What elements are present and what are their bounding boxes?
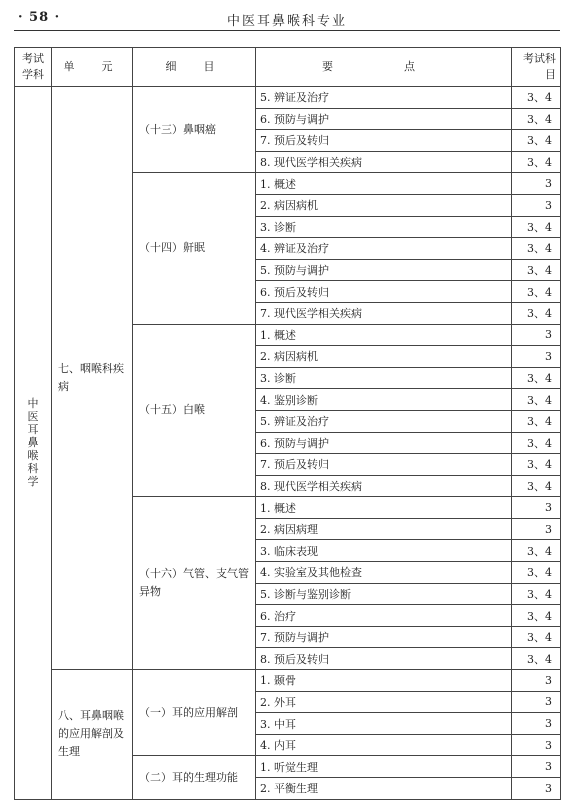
point-cell: 4. 辨证及治疗 — [256, 238, 512, 260]
point-cell: 1. 听觉生理 — [256, 756, 512, 778]
point-cell: 4. 实验室及其他检查 — [256, 562, 512, 584]
point-cell: 7. 预防与调护 — [256, 626, 512, 648]
item-cell: （十三）鼻咽癌 — [133, 87, 256, 173]
exam-level-cell: 3、4 — [512, 454, 561, 476]
item-cell: （十四）鼾眠 — [133, 173, 256, 324]
point-cell: 6. 治疗 — [256, 605, 512, 627]
exam-level-cell: 3、4 — [512, 605, 561, 627]
exam-level-cell: 3、4 — [512, 475, 561, 497]
exam-level-cell: 3 — [512, 518, 561, 540]
point-cell: 3. 临床表现 — [256, 540, 512, 562]
exam-level-cell: 3 — [512, 346, 561, 368]
point-cell: 6. 预后及转归 — [256, 281, 512, 303]
point-cell: 8. 现代医学相关疾病 — [256, 151, 512, 173]
subject-cell — [15, 87, 52, 800]
subject-label: 中医耳鼻喉科学 — [27, 397, 39, 489]
point-cell: 4. 内耳 — [256, 734, 512, 756]
unit-cell: 七、咽喉科疾病 — [52, 87, 133, 670]
point-cell: 1. 概述 — [256, 324, 512, 346]
point-cell: 2. 病因病理 — [256, 518, 512, 540]
exam-level-cell: 3 — [512, 324, 561, 346]
column-header-unit: 单 元 — [52, 48, 133, 87]
point-cell: 1. 概述 — [256, 497, 512, 519]
exam-level-cell: 3 — [512, 670, 561, 692]
exam-level-cell: 3 — [512, 173, 561, 195]
point-cell: 6. 预防与调护 — [256, 432, 512, 454]
point-cell: 8. 现代医学相关疾病 — [256, 475, 512, 497]
exam-level-cell: 3、4 — [512, 151, 561, 173]
exam-level-cell: 3 — [512, 691, 561, 713]
exam-level-cell: 3、4 — [512, 562, 561, 584]
point-cell: 3. 诊断 — [256, 367, 512, 389]
table-body — [15, 87, 561, 800]
item-cell: （一）耳的应用解剖 — [133, 670, 256, 756]
table-row — [15, 87, 561, 109]
point-cell: 2. 病因病机 — [256, 346, 512, 368]
point-cell: 7. 现代医学相关疾病 — [256, 302, 512, 324]
column-header-point: 要 点 — [256, 48, 512, 87]
point-cell: 7. 预后及转归 — [256, 454, 512, 476]
point-cell: 5. 辨证及治疗 — [256, 410, 512, 432]
exam-level-cell: 3 — [512, 713, 561, 735]
point-cell: 3. 诊断 — [256, 216, 512, 238]
point-cell: 5. 辨证及治疗 — [256, 87, 512, 109]
exam-level-cell: 3 — [512, 778, 561, 800]
point-cell: 5. 预防与调护 — [256, 259, 512, 281]
exam-level-cell: 3、4 — [512, 87, 561, 109]
item-cell: （十五）白喉 — [133, 324, 256, 497]
point-cell: 5. 诊断与鉴别诊断 — [256, 583, 512, 605]
exam-level-cell: 3、4 — [512, 648, 561, 670]
exam-level-cell: 3、4 — [512, 281, 561, 303]
point-cell: 1. 概述 — [256, 173, 512, 195]
column-header-exam-level: 考试科目 — [512, 48, 561, 87]
exam-level-cell: 3、4 — [512, 432, 561, 454]
point-cell: 4. 鉴别诊断 — [256, 389, 512, 411]
exam-level-cell: 3、4 — [512, 216, 561, 238]
point-cell: 2. 外耳 — [256, 691, 512, 713]
point-cell: 2. 平衡生理 — [256, 778, 512, 800]
point-cell: 8. 预后及转归 — [256, 648, 512, 670]
unit-cell: 八、耳鼻咽喉的应用解剖及生理 — [52, 670, 133, 800]
point-cell: 1. 颞骨 — [256, 670, 512, 692]
point-cell: 6. 预防与调护 — [256, 108, 512, 130]
page-number: · 58 · — [18, 10, 61, 25]
column-header-subject: 考试学科 — [15, 48, 52, 87]
exam-level-cell: 3、4 — [512, 367, 561, 389]
exam-level-cell: 3、4 — [512, 540, 561, 562]
point-cell: 3. 中耳 — [256, 713, 512, 735]
page-title: 中医耳鼻喉科专业 — [226, 14, 347, 29]
header-rule — [14, 30, 560, 31]
table-row — [15, 670, 561, 692]
table-header-row — [15, 48, 561, 87]
item-cell: （二）耳的生理功能 — [133, 756, 256, 799]
exam-level-cell: 3、4 — [512, 302, 561, 324]
exam-level-cell: 3、4 — [512, 410, 561, 432]
exam-level-cell: 3、4 — [512, 259, 561, 281]
exam-level-cell: 3 — [512, 756, 561, 778]
exam-level-cell: 3 — [512, 194, 561, 216]
exam-level-cell: 3 — [512, 734, 561, 756]
column-header-item: 细 目 — [133, 48, 256, 87]
exam-level-cell: 3、4 — [512, 130, 561, 152]
page-header — [14, 8, 560, 28]
point-cell: 2. 病因病机 — [256, 194, 512, 216]
exam-level-cell: 3、4 — [512, 389, 561, 411]
item-cell: （十六）气管、支气管异物 — [133, 497, 256, 670]
syllabus-table — [14, 47, 561, 800]
point-cell: 7. 预后及转归 — [256, 130, 512, 152]
exam-level-cell: 3 — [512, 497, 561, 519]
exam-level-cell: 3、4 — [512, 583, 561, 605]
exam-level-cell: 3、4 — [512, 626, 561, 648]
exam-level-cell: 3、4 — [512, 238, 561, 260]
exam-level-cell: 3、4 — [512, 108, 561, 130]
